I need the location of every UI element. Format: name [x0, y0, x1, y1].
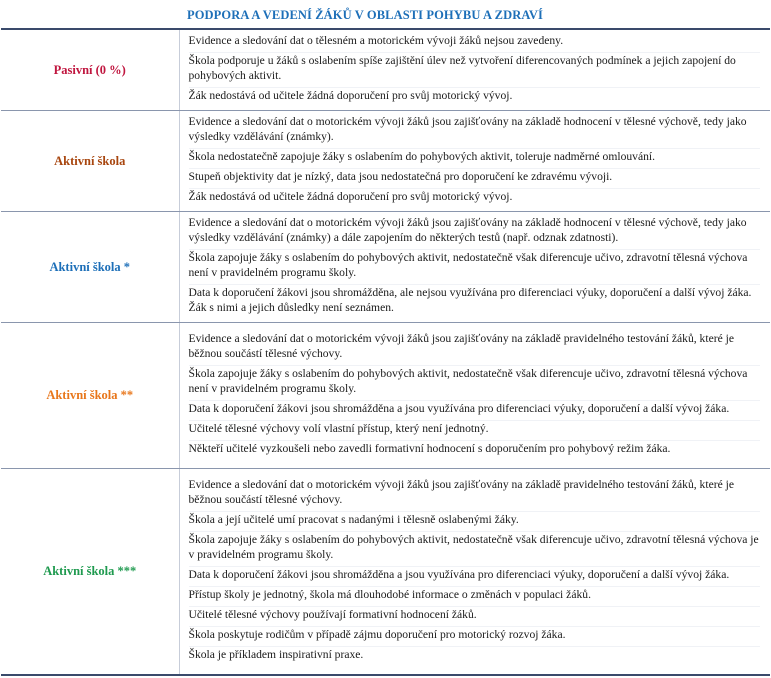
level-items	[179, 469, 770, 675]
header-empty-cell	[1, 2, 179, 29]
table-row	[1, 212, 770, 323]
list-item: Evidence a sledování dat o motorickém vývoji žáků jsou zajišťovány na základě hodnocení v tělesné výchově, tedy jako výsledky vzdělávání (známky).	[188, 115, 747, 143]
level-items	[179, 29, 770, 111]
support-levels-table	[1, 2, 770, 676]
table-header-row	[1, 2, 770, 29]
list-item: Škola zapojuje žáky s oslabením do pohybových aktivit, nedostatečně však diferencuje učivo, zdravotní tělesná výchova není v pravidelném programu školy.	[189, 249, 761, 282]
list-item: Učitelé tělesné výchovy používají formativní hodnocení žáků.	[189, 606, 761, 624]
table-row	[1, 111, 770, 212]
list-item: Někteří učitelé vyzkoušeli nebo zavedli formativní hodnocení s doporučením pro pohybový režim žáka.	[189, 440, 761, 458]
list-item: Evidence a sledování dat o motorickém vývoji žáků jsou zajišťovány na základě pravidelného testování žáků, které je běžnou součástí tělesné výchovy.	[188, 477, 734, 506]
table-row	[1, 469, 770, 675]
list-item: Data k doporučení žákovi jsou shromážděna, ale nejsou využívána pro diferenciaci výuky, doporučení a další vývoj žáka. Žák s nimi a jejich důsledky není seznámen.	[189, 284, 761, 317]
list-item: Stupeň objektivity dat je nízký, data jsou nedostatečná pro doporučení ke zdravému vývoji.	[189, 168, 761, 186]
table-row	[1, 323, 770, 469]
level-aktivni: Aktivní škola	[1, 111, 179, 212]
list-item: Škola je příkladem inspirativní praxe.	[189, 646, 761, 664]
list-item: Škola zapojuje žáky s oslabením do pohybových aktivit, nedostatečně však diferencuje učivo, zdravotní tělesná výchova je v pravidelném programu školy.	[189, 531, 761, 564]
level-aktivni-1: Aktivní škola *	[1, 212, 179, 323]
list-item: Škola poskytuje rodičům v případě zájmu doporučení pro motorický rozvoj žáka.	[189, 626, 761, 644]
list-item: Žák nedostává od učitele žádná doporučení pro svůj motorický vývoj.	[189, 87, 761, 105]
list-item: Evidence a sledování dat o tělesném a motorickém vývoji žáků nejsou zavedeny.	[188, 34, 564, 47]
list-item: Evidence a sledování dat o motorickém vývoji žáků jsou zajišťovány na základě hodnocení v tělesné výchově, tedy jako výsledky vzdělávání (známky) a dále zapojením do některých testů (např. odznak zdatnosti).	[188, 216, 747, 244]
list-item: Žák nedostává od učitele žádná doporučení pro svůj motorický vývoj.	[189, 188, 761, 206]
table-title: PODPORA A VEDENÍ ŽÁKŮ V OBLASTI POHYBU A ZDRAVÍ	[179, 2, 770, 29]
level-items	[179, 111, 770, 212]
level-pasivni: Pasivní (0 %)	[1, 29, 179, 111]
list-item: Evidence a sledování dat o motorickém vývoji žáků jsou zajišťovány na základě pravidelného testování žáků, které je běžnou součástí tělesné výchovy.	[188, 332, 734, 360]
level-items	[179, 323, 770, 469]
level-items	[179, 212, 770, 323]
level-aktivni-2: Aktivní škola **	[1, 323, 179, 469]
list-item: Škola a její učitelé umí pracovat s nadanými i tělesně oslabenými žáky.	[189, 511, 761, 529]
list-item: Přístup školy je jednotný, škola má dlouhodobé informace o změnách v populaci žáků.	[189, 586, 761, 604]
list-item: Data k doporučení žákovi jsou shromážděna a jsou využívána pro diferenciaci výuky, doporučení a další vývoj žáka.	[189, 566, 761, 584]
table-row	[1, 29, 770, 111]
level-aktivni-3: Aktivní škola ***	[1, 469, 179, 675]
list-item: Učitelé tělesné výchovy volí vlastní přístup, který není jednotný.	[189, 420, 761, 438]
list-item: Škola nedostatečně zapojuje žáky s oslabením do pohybových aktivit, toleruje nadměrné omlouvání.	[189, 148, 761, 166]
list-item: Škola zapojuje žáky s oslabením do pohybových aktivit, nedostatečně však diferencuje učivo, zdravotní tělesná výchova není v pravidelném programu školy.	[189, 365, 761, 398]
list-item: Data k doporučení žákovi jsou shromážděna a jsou využívána pro diferenciaci výuky, doporučení a další vývoj žáka.	[189, 400, 761, 418]
list-item: Škola podporuje u žáků s oslabením spíše zajištění úlev než vytvoření diferencovaných podmínek a jejich zapojení do pohybových aktivit.	[189, 52, 761, 85]
